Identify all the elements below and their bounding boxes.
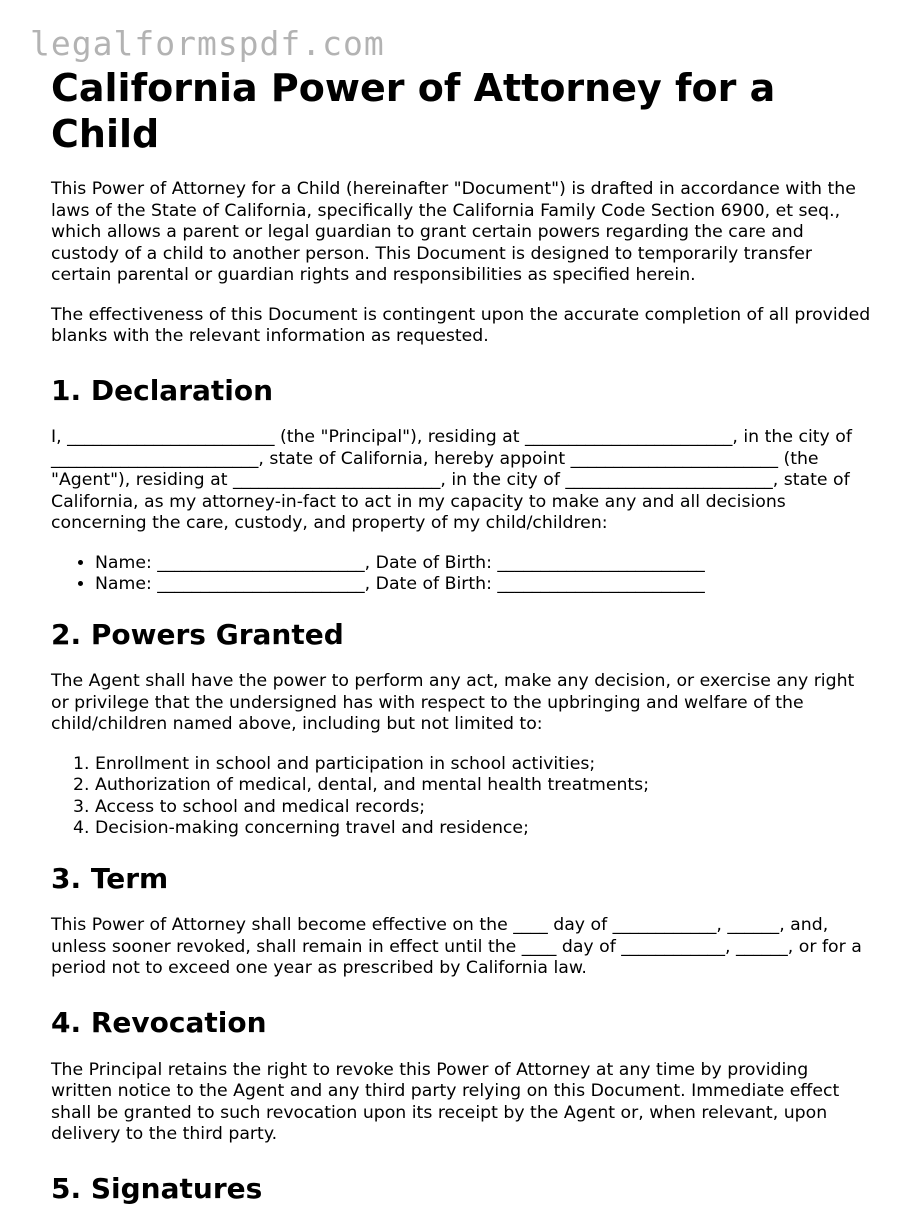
section-heading: 2. Powers Granted (51, 617, 344, 651)
revocation-body: The Principal retains the right to revoke this Power of Attorney at any time by providing written notice to the Agent and any third party relying on this Document. Immediate effect shall be granted to such revocation upon its receipt by the Agent or, when relevant, upon delivery to the third party. (51, 1059, 840, 1145)
document (51, 66, 871, 1225)
section-heading: 3. Term (51, 861, 169, 895)
powers-body: The Agent shall have the power to perform any act, make any decision, or exercise any right or privilege that the undersigned has with respect to the upbringing and welfare of the child/children named above, including but not limited to: (51, 671, 855, 735)
section-heading: 5. Signatures (51, 1171, 263, 1205)
term-body: This Power of Attorney shall become effective on the ____ day of ____________, ______, and, unless sooner revoked, shall remain in effect until the ____ day of ____________, ______, or for a period not to exceed one year as prescribed by California law. (51, 915, 862, 979)
list-item: 1. Enrollment in school and participation in school activities; (95, 754, 871, 776)
powers-list (51, 754, 871, 840)
declaration-body: I, ________________________ (the "Principal"), residing at ________________________, in the city of ________________________, state of California, hereby appoint ________________________ (the "Agent"), residing at ________________________, in the city of ________________________, state of California, as my attorney-in-fact to act in my capacity to make any and all decisions concerning the care, custody, and property of my child/children: (51, 427, 852, 534)
watermark: legalformspdf.com (30, 24, 385, 63)
list-item: 3. Access to school and medical records; (95, 797, 871, 819)
list-item: • Name: ________________________, Date of Birth: ________________________ (95, 574, 871, 596)
intro-paragraph: The effectiveness of this Document is contingent upon the accurate completion of all provided blanks with the relevant information as requested. (51, 304, 871, 347)
section-term (51, 862, 871, 980)
list-item: • Name: ________________________, Date of Birth: ________________________ (95, 553, 871, 575)
section-heading: 1. Declaration (51, 373, 274, 407)
list-item: 2. Authorization of medical, dental, and mental health treatments; (95, 775, 871, 797)
children-list (51, 553, 871, 596)
section-heading: 4. Revocation (51, 1005, 267, 1039)
section-declaration (51, 374, 871, 596)
section-powers (51, 618, 871, 840)
section-revocation (51, 1006, 871, 1146)
document-title: California Power of Attorney for a Child (51, 66, 776, 156)
intro-paragraph: This Power of Attorney for a Child (hereinafter "Document") is drafted in accordance with the laws of the State of California, specifically the California Family Code Section 6900, et seq., which allows a parent or legal guardian to grant certain powers regarding the care and custody of a child to another person. This Document is designed to temporarily transfer certain parental or guardian rights and responsibilities as specified herein. (51, 179, 856, 286)
list-item: 4. Decision-making concerning travel and residence; (95, 818, 871, 840)
section-signatures (51, 1172, 871, 1206)
